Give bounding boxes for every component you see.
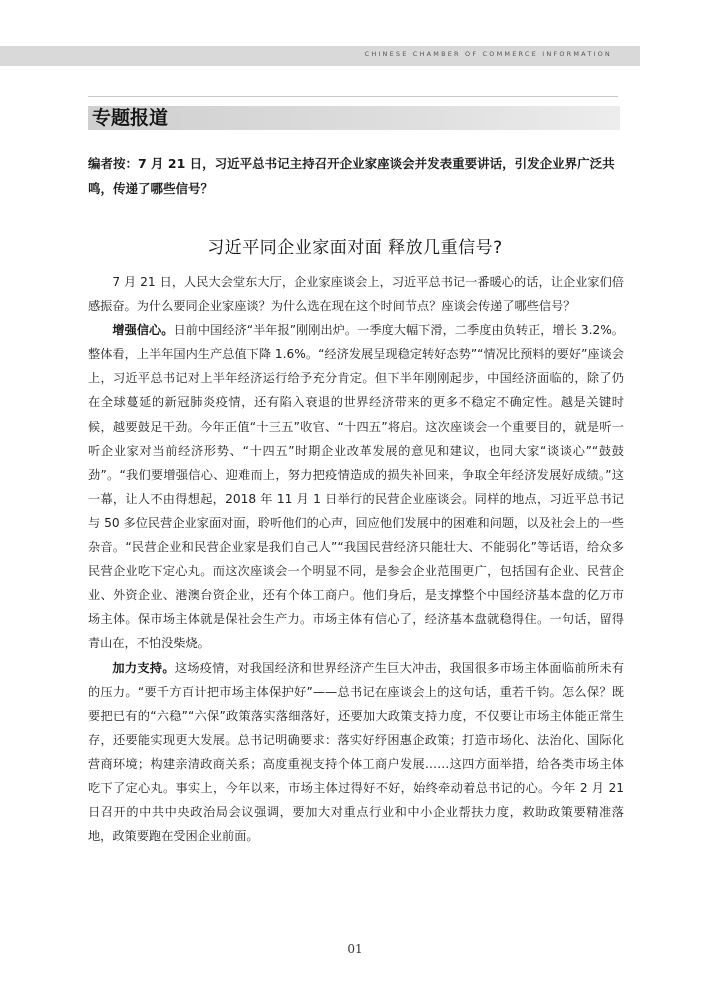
article-title: 习近平同企业家面对面 释放几重信号?: [207, 238, 503, 258]
paragraph-text: 日前中国经济“半年报”刚刚出炉。一季度大幅下滑，二季度由负转正，增长 3.2%。整体看，上半年国内生产总值下降 1.6%。“经济发展呈现稳定转好态势”“情况比预料的要好”座谈会上，习近平总书记对上半年经济运行给予充分肯定。但下半年刚刚起步，中国经济面临的，除了仍在全球蔓延的新冠肺炎疫情，还有陷入衰退的世界经济带来的更多不稳定不确定性。越是关键时候，越要鼓足干劲。今年正值“十三五”收官、“十四五”将启。这次座谈会一个重要目的，就是听一听企业家对当前经济形势、“十四五”时期企业改革发展的意见和建议，也同大家“谈谈心”“鼓鼓劲”。“我们要增强信心、迎难而上，努力把疫情造成的损失补回来，争取全年经济发展好成绩。”这一幕，让人不由得想起，2018 年 11 月 1 日举行的民营企业座谈会。同样的地点，习近平总书记与 50 多位民营企业家面对面，聆听他们的心声，回应他们发展中的困难和问题，以及社会上的一些杂音。“民营企业和民营企业家是我们自己人”“我国民营经济只能壮大、不能弱化”等话语，给众多民营企业吃下定心丸。而这次座谈会一个明显不同，是参会企业范围更广，包括国有企业、民营企业、外资企业、港澳台资企业，还有个体工商户。他们身后，是支撑整个中国经济基本盘的亿万市场主体。保市场主体就是保社会生产力。市场主体有信心了，经济基本盘就稳得住。一句话，留得青山在，不怕没柴烧。: [88, 323, 624, 651]
section-title: 专题报道: [92, 107, 169, 129]
page-number: 01: [347, 942, 363, 956]
section-banner: [88, 106, 620, 130]
divider: [88, 96, 618, 97]
article-body: [88, 270, 624, 848]
paragraph-lead: 增强信心。: [112, 323, 174, 338]
paragraph-text: 这场疫情，对我国经济和世界经济产生巨大冲击，我国很多市场主体面临前所未有的压力。“要千方百计把市场主体保护好”——总书记在座谈会上的这句话，重若千钧。怎么保？既要把已有的“六稳”“六保”政策落实落细落好，还要加大政策支持力度，不仅要让市场主体能正常生存，还要能实现更大发展。总书记明确要求：落实好纾困惠企政策；打造市场化、法治化、国际化营商环境；构建亲清政商关系；高度重视支持个体工商户发展……这四方面举措，给各类市场主体吃下了定心丸。事实上，今年以来，市场主体过得好不好，始终牵动着总书记的心。今年 2 月 21 日召开的中共中央政治局会议强调，要加大对重点行业和中小企业帮扶力度，救助政策要精准落地，政策要跑在受困企业前面。: [88, 660, 625, 844]
paragraph-support: [88, 656, 624, 849]
paragraph-lead: 加力支持。: [112, 660, 175, 675]
header-bar: [0, 46, 640, 66]
paragraph-confidence: [88, 318, 624, 655]
editor-note: 编者按：7 月 21 日，习近平总书记主持召开企业家座谈会并发表重要讲话，引发企业界广泛共鸣，传递了哪些信号？: [88, 156, 615, 196]
paragraph-intro: 7 月 21 日，人民大会堂东大厅，企业家座谈会上，习近平总书记一番暖心的话，让企业家们倍感振奋。为什么要同企业家座谈？为什么选在现在这个时间节点？座谈会传递了哪些信号？: [88, 275, 624, 314]
magazine-name: CHINESE CHAMBER OF COMMERCE INFORMATION: [364, 50, 612, 58]
